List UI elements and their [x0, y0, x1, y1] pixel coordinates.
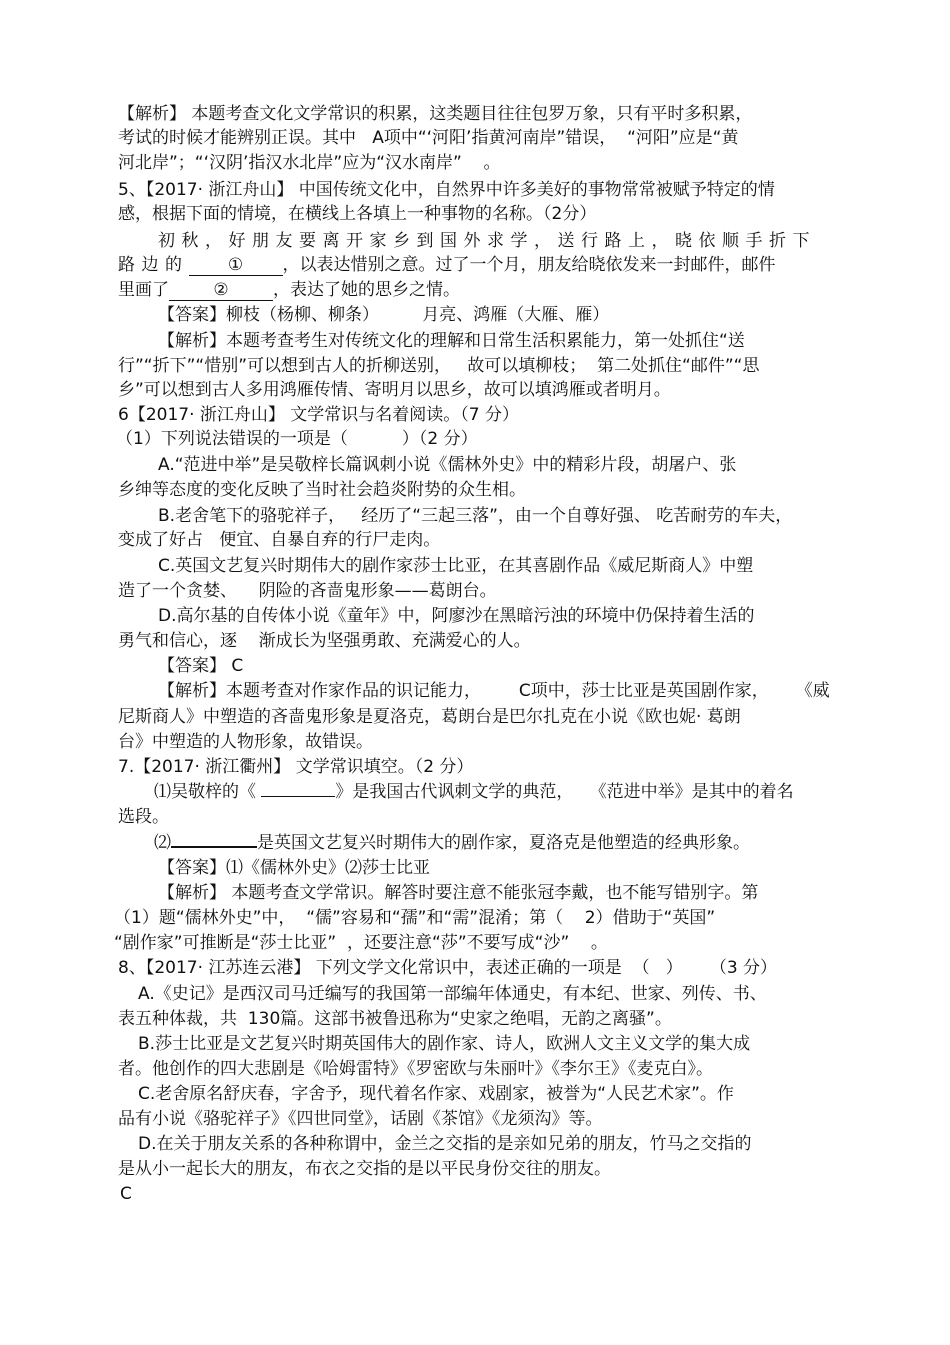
question-5-context: 初秋，好朋友要离开家乡到国外求学，送行路上，晓依顺手折下	[158, 231, 816, 251]
analysis-line: 考试的时候才能辨别正误。其中 A项中“‘河阳’指黄河南岸”错误， “河阳”应是“黄	[118, 128, 739, 148]
fill-in-blank-2	[171, 846, 257, 848]
text-fragment: 是英国文艺复兴时期伟大的剧作家，夏洛克是他塑造的经典形象。	[257, 833, 750, 853]
option-a-cont: 乡绅等态度的变化反映了当时社会趋炎附势的众生相。	[118, 480, 526, 500]
fill-in-blank-1: ①	[189, 255, 283, 276]
analysis-line: 尼斯商人》中塑造的吝啬鬼形象是夏洛克，葛朗台是巴尔扎克在小说《欧也妮· 葛朗	[118, 707, 741, 727]
analysis-line: （1）题“儒林外史”中， “儒”容易和“孺”和“需”混淆；第（ 2）借助于“英国”	[114, 908, 716, 928]
option-a: A.“范进中举”是吴敬梓长篇讽刺小说《儒林外史》中的精彩片段，胡屠户、张	[158, 455, 737, 475]
option-c: C.老舍原名舒庆春，字舍予，现代着名作家、戏剧家，被誉为“人民艺术家”。作	[138, 1084, 734, 1104]
option-b: B.老舍笔下的骆驼祥子， 经历了“三起三落”，由一个自尊好强、 吃苦耐劳的车夫，	[158, 506, 793, 526]
question-5-line: 感，根据下面的情境，在横线上各填上一种事物的名称。（2分）	[118, 204, 597, 224]
question-8-title: 8、【2017· 江苏连云港】 下列文学文化常识中，表述正确的一项是 （ ） （3 分）	[118, 958, 778, 978]
analysis-line: 乡”可以想到古人多用鸿雁传情、寄明月以思乡，故可以填鸿雁或者明月。	[118, 380, 671, 400]
text-fragment: ⑴吴敬梓的《	[154, 782, 262, 802]
option-b: B.莎士比亚是文艺复兴时期英国伟大的剧作家、诗人，欧洲人文主义文学的集大成	[138, 1034, 751, 1054]
option-d: D.在关于朋友关系的各种称谓中，金兰之交指的是亲如兄弟的朋友，竹马之交指的	[138, 1134, 752, 1154]
question-6-prompt: （1）下列说法错误的一项是（ ）（2 分）	[116, 429, 478, 449]
option-a: A.《史记》是西汉司马迁编写的我国第一部编年体通史，有本纪、世家、列传、书、	[138, 984, 767, 1004]
answer-line: 【答案】 C	[158, 656, 244, 676]
text-fragment: ，表达了她的思乡之情。	[273, 280, 460, 300]
question-5-blank-line	[118, 254, 776, 276]
option-c: C.英国文艺复兴时期伟大的剧作家莎士比亚，在其喜剧作品《威尼斯商人》中塑	[158, 556, 754, 576]
question-7-blank-line	[154, 781, 794, 803]
analysis-line: 台》中塑造的人物形象，故错误。	[118, 732, 373, 752]
text-fragment: 》是我国古代讽刺文学的典范， 《范进中举》是其中的着名	[335, 782, 794, 802]
analysis-line: 行”“折下”“惜别”可以想到古人的折柳送别， 故可以填柳枝； 第二处抓住“邮件”“思	[118, 356, 760, 376]
analysis-line: 【解析】 本题考查文学常识。解答时要注意不能张冠李戴，也不能写错别字。第	[158, 883, 759, 903]
answer-line: C	[120, 1184, 132, 1204]
option-d-cont: 勇气和信心，逐 渐成长为坚强勇敢、充满爱心的人。	[118, 631, 531, 651]
option-b-cont: 变成了好占 便宜、自暴自弃的行尸走肉。	[118, 530, 441, 550]
question-7-line: 选段。	[118, 807, 169, 827]
option-d-cont: 是从小一起长大的朋友，布衣之交指的是以平民身份交往的朋友。	[118, 1159, 611, 1179]
option-c-cont: 品有小说《骆驼祥子》《四世同堂》，话剧《茶馆》《龙须沟》等。	[118, 1109, 603, 1129]
fill-in-blank-1	[261, 796, 335, 797]
answer-line: 【答案】柳枝（杨柳、柳条） 月亮、鸿雁（大雁、雁）	[158, 305, 610, 325]
text-fragment: 里画了	[118, 280, 169, 300]
option-d: D.高尔基的自传体小说《童年》中，阿廖沙在黑暗污浊的环境中仍保持着生活的	[158, 606, 755, 626]
answer-line: 【答案】⑴《儒林外史》⑵莎士比亚	[158, 858, 430, 878]
analysis-line: 【解析】本题考查对作家作品的识记能力， C项中，莎士比亚是英国剧作家， 《威	[158, 681, 830, 701]
question-5-blank-line	[118, 279, 460, 301]
text-fragment: ⑵	[154, 833, 171, 853]
question-7-blank-line	[154, 832, 750, 854]
question-5-title: 5、【2017· 浙江舟山】 中国传统文化中，自然界中许多美好的事物常常被赋予特定的情	[118, 180, 775, 200]
option-b-cont: 者。他创作的四大悲剧是《哈姆雷特》《罗密欧与朱丽叶》《李尔王》《麦克白》。	[118, 1059, 713, 1079]
option-a-cont: 表五种体裁，共 130篇。这部书被鲁迅称为“史家之绝唱，无韵之离骚”。	[118, 1009, 672, 1029]
text-fragment: 路边的	[118, 255, 189, 275]
fill-in-blank-2: ②	[169, 280, 273, 301]
option-c-cont: 造了一个贪婪、 阴险的吝啬鬼形象——葛朗台。	[118, 581, 497, 601]
question-7-title: 7.【2017· 浙江衢州】 文学常识填空。（2 分）	[118, 757, 474, 777]
text-fragment: ，以表达惜别之意。过了一个月，朋友给晓依发来一封邮件，邮件	[282, 255, 776, 275]
analysis-line: 河北岸”；“‘汉阴’指汉水北岸”应为“汉水南岸” 。	[118, 153, 501, 173]
analysis-line: 【解析】 本题考查文化文学常识的积累，这类题目往往包罗万象，只有平时多积累，	[118, 104, 753, 124]
question-6-title: 6【2017· 浙江舟山】 文学常识与名着阅读。（7 分）	[118, 405, 520, 425]
analysis-line: “剧作家”可推断是“莎士比亚” ，还要注意“莎”不要写成“沙” 。	[114, 933, 608, 953]
analysis-line: 【解析】本题考查考生对传统文化的理解和日常生活积累能力，第一处抓住“送	[158, 331, 745, 351]
